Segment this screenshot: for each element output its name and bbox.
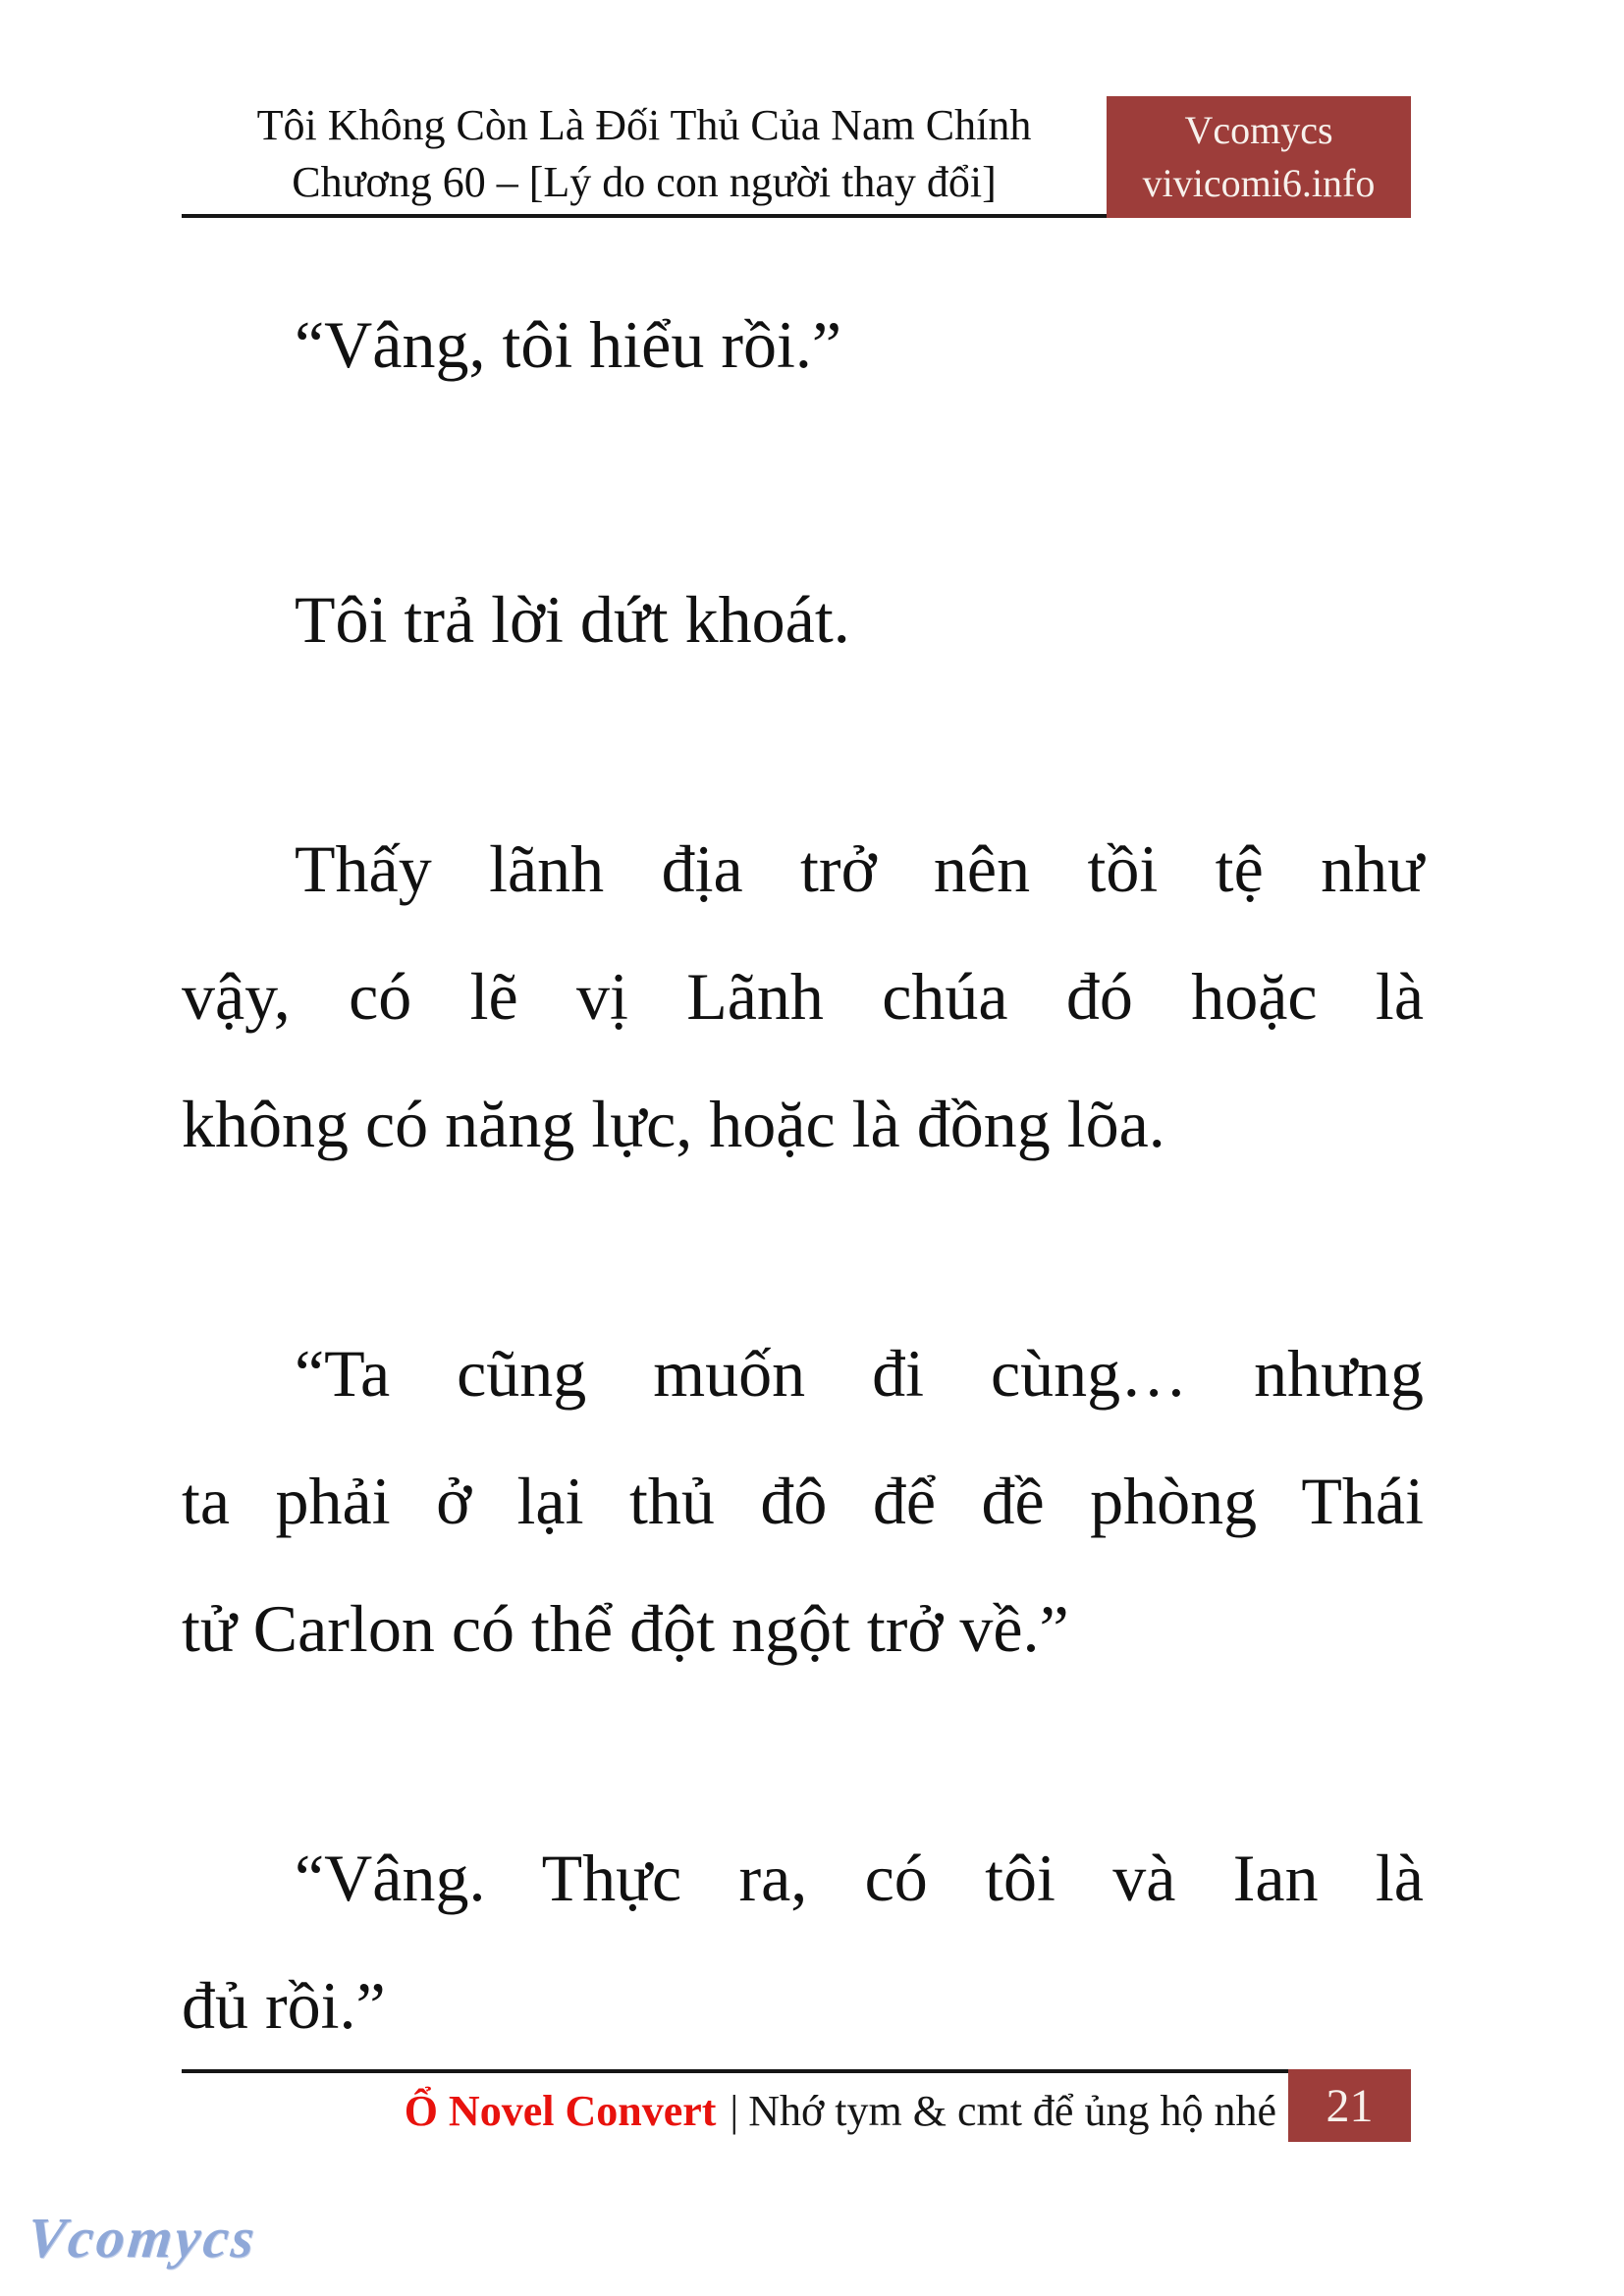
header-titles (182, 92, 1107, 216)
page-footer (182, 2069, 1411, 2142)
footer-credit (182, 2069, 1288, 2140)
translator-url: vivicomi6.info (1142, 161, 1376, 205)
footer-brand: Ổ Novel Convert (404, 2087, 717, 2135)
footer-separator: | (730, 2087, 739, 2135)
paragraph (182, 1309, 1424, 1692)
text-line: “Vâng, tôi hiểu rồi.” (295, 307, 842, 382)
text-line: Thấy lãnh địa trở nên tồi tệ như (295, 831, 1424, 906)
text-line: ta phải ở lại thủ đô để đề phòng Thái (182, 1464, 1424, 1538)
translator-name: Vcomycs (1184, 108, 1333, 152)
text-line: tử Carlon có thể đột ngột trở về.” (182, 1591, 1069, 1666)
text-line: vậy, có lẽ vị Lãnh chúa đó hoặc là (182, 959, 1424, 1034)
paragraph (182, 556, 1424, 683)
page-number-badge (1288, 2069, 1411, 2142)
footer-note: Nhớ tym & cmt để ủng hộ nhé (748, 2087, 1276, 2135)
text-line: “Vâng. Thực ra, có tôi và Ian là (295, 1841, 1424, 1915)
paragraph (182, 281, 1424, 408)
text-line: không có năng lực, hoặc là đồng lõa. (182, 1087, 1165, 1161)
text-line: “Ta cũng muốn đi cùng… nhưng (295, 1336, 1424, 1411)
vcomycs-watermark-logo: Vcomycs (24, 2206, 261, 2269)
text-line: đủ rồi.” (182, 1968, 386, 2043)
paragraph (182, 1814, 1424, 2069)
chapter-title: Chương 60 – [Lý do con người thay đổi] (292, 158, 997, 206)
page-number: 21 (1326, 2079, 1374, 2132)
body-text (0, 218, 1624, 2069)
page-header (0, 0, 1624, 218)
novel-title: Tôi Không Còn Là Đối Thủ Của Nam Chính (256, 101, 1032, 149)
text-line: Tôi trả lời dứt khoát. (295, 582, 850, 657)
paragraph (182, 805, 1424, 1188)
translator-badge (1107, 96, 1411, 218)
header-divider (182, 214, 1107, 218)
